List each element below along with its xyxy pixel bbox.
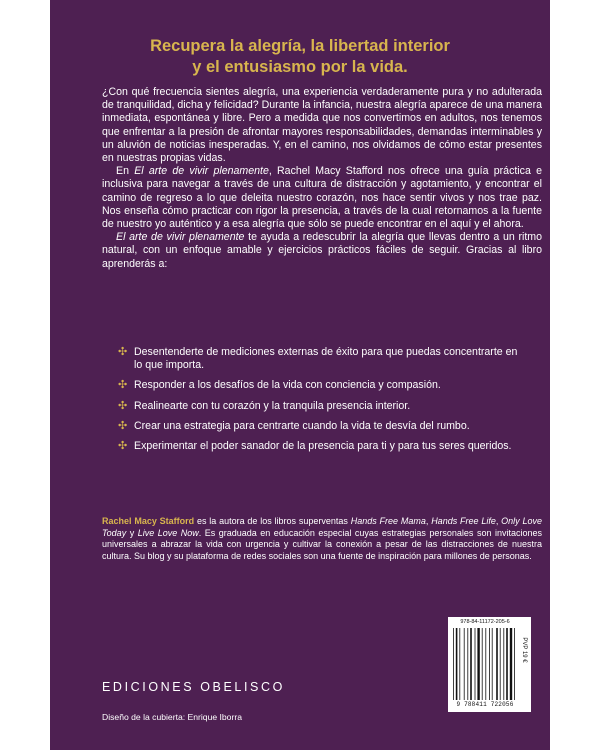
author-bio-text: , <box>495 516 502 526</box>
book-title: Live Love Now <box>137 527 199 538</box>
flourish-bullet-icon: ✣ <box>118 379 128 392</box>
benefit-item <box>118 420 518 433</box>
benefit-text: Crear una estrategia para centrarte cuando la vida te desvía del rumbo. <box>134 419 470 432</box>
author-bio <box>102 516 542 562</box>
barcode-bar <box>470 628 472 700</box>
benefit-text: Responder a los desafíos de la vida con conciencia y compasión. <box>134 379 441 392</box>
barcode-bar <box>475 628 476 700</box>
barcode-bar <box>510 628 512 700</box>
author-name: Rachel Macy Stafford <box>102 516 195 526</box>
book-title: Hands Free Life <box>431 516 496 526</box>
barcode-bar <box>485 628 486 700</box>
description-paragraph-1: ¿Con qué frecuencia sientes alegría, una experiencia verdaderamente pura y no adulterada de tranquilidad, dicha y felicidad? Durante la infancia, nuestra alegría aparece de una manera inmediata, espontánea y libre. Pero a medida que nos convertimos en adultos, nos tenemos que enfrentar a la presión de afrontar mayores responsabilidades, demandas interminables y un aluvión de noticias inesperadas. Y, en el camino, nos olvidamos de cómo estar presentes en nuestras propias vidas. <box>102 86 542 165</box>
author-bio-text: . Es graduada en educación especial cuyas estrategias personales son invitaciones universales a abrazar la vida con urgencia y cultivar la conexión a pesar de las distracciones de nuestra cultura. Su blog y su plataforma de redes sociales son una fuente de inspiración para millones de personas. <box>102 527 542 561</box>
barcode-bar <box>456 628 458 700</box>
barcode-bar <box>467 628 468 700</box>
barcode-bar <box>477 628 479 700</box>
author-bio-text: y <box>126 527 138 538</box>
flourish-bullet-icon: ✣ <box>118 399 128 412</box>
benefit-text: Desentenderte de mediciones externas de éxito para que puedas concentrarte en lo que importa. <box>134 346 518 372</box>
headline-line-2: y el entusiasmo por la vida. <box>192 58 408 76</box>
flourish-bullet-icon: ✣ <box>118 419 128 432</box>
benefit-text: Realinearte con tu corazón y la tranquila presencia interior. <box>134 399 411 412</box>
flourish-bullet-icon: ✣ <box>118 346 128 358</box>
flourish-bullet-icon: ✣ <box>118 440 128 453</box>
barcode-bar <box>503 628 504 700</box>
barcode-bar <box>492 628 493 700</box>
paragraph-2-lead: En <box>116 165 135 178</box>
book-title: Only Love Today <box>102 516 542 538</box>
barcode-bar <box>482 628 483 700</box>
barcode-digits: 9 788411 722056 <box>456 701 514 708</box>
barcode-bar <box>514 628 515 700</box>
description-paragraph-3 <box>102 231 542 271</box>
publisher-name: EDICIONES OBELISCO <box>102 680 285 694</box>
headline <box>70 36 530 78</box>
paragraph-2-rest: , Rachel Macy Stafford nos ofrece una guía práctica e inclusiva para navegar a través de una cultura de distracción y agotamiento, y encontrar el camino de regreso a lo que deleita nuestro corazón, nos hace sentir vivos y nos trae paz. Nos enseña cómo practicar con rigor la presencia, a través de la cual retornamos a la fuente de nuestro yo auténtico y a esa alegría que sólo se puede encontrar en el aquí y el ahora. <box>102 165 542 231</box>
benefits-list <box>118 346 518 460</box>
description-paragraph-2 <box>102 165 542 231</box>
barcode-label <box>448 617 531 712</box>
book-title-mention: El arte de vivir plenamente <box>116 231 245 244</box>
paragraph-3-rest: te ayuda a redescubrir la alegría que llevas dentro a un ritmo natural, con un enfoque amable y ejercicios prácticos fáciles de seguir. Gracias al libro aprenderás a: <box>102 231 542 270</box>
barcode-bar <box>464 628 465 700</box>
cover-design-credit: Diseño de la cubierta: Enrique Iborra <box>102 712 242 722</box>
benefit-item <box>118 346 518 372</box>
isbn-text: 978-84-11172-205-6 <box>460 619 510 625</box>
barcode-bar <box>489 628 490 700</box>
headline-line-1: Recupera la alegría, la libertad interior <box>150 37 450 55</box>
benefit-item <box>118 400 518 413</box>
back-cover <box>50 0 550 750</box>
author-bio-text: , <box>425 516 432 526</box>
barcode-bar <box>459 628 460 700</box>
price-text: PVP 19 € <box>521 637 527 663</box>
barcode-bar <box>500 628 501 700</box>
barcode-bar <box>453 628 454 700</box>
benefit-item <box>118 379 518 392</box>
barcode-bar <box>496 628 498 700</box>
book-title: Hands Free Mama <box>350 516 426 526</box>
book-title-mention: El arte de vivir plenamente <box>134 165 269 178</box>
price-label <box>519 619 529 681</box>
barcode-bar <box>506 628 508 700</box>
description <box>102 86 542 271</box>
benefit-item <box>118 440 518 453</box>
barcode-bars <box>452 628 518 700</box>
author-bio-text: es la autora de los libros superventas <box>194 516 351 526</box>
benefit-text: Experimentar el poder sanador de la presencia para ti y para tus seres queridos. <box>134 440 512 453</box>
